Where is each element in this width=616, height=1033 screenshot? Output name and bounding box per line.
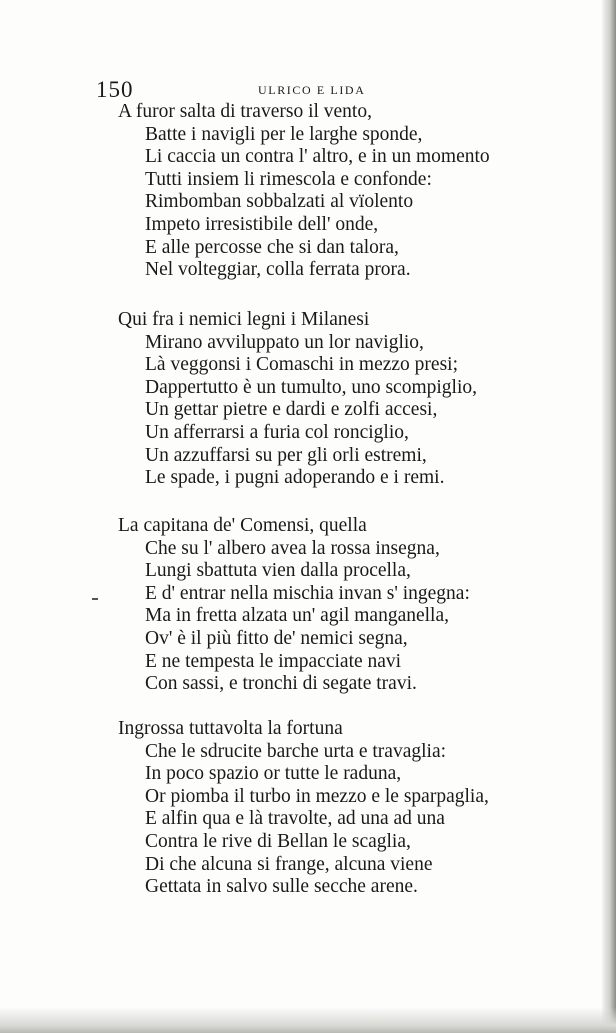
running-title: ULRICO E LIDA [258,83,366,97]
verse-line: Un afferrarsi a furia col ronciglio, [145,421,409,443]
verse-line: Ov' è il più fitto de' nemici segna, [145,627,408,649]
page-header [96,76,426,104]
verse-line: Tutti insiem li rimescola e confonde: [145,168,432,190]
verse-line: E alfin qua e là travolte, ad una ad una [145,808,445,830]
verse-line: Qui fra i nemici legni i Milanesi [118,309,370,330]
page-number: 150 [96,77,134,102]
verse-line: Nel volteggiar, colla ferrata prora. [145,259,411,281]
stanza-3 [118,515,558,696]
verse-line: Gettata in salvo sulle secche arene. [145,876,418,898]
verse-line: E ne tempesta le impacciate navi [145,650,402,672]
verse-line: Or piomba il turbo in mezzo e le sparpaglia, [145,785,489,807]
stanza-2 [118,309,558,490]
verse-line: Dappertutto è un tumulto, uno scompiglio, [145,376,478,398]
verse-line: Batte i navigli per le larghe sponde, [145,123,423,145]
verse-line: Che le sdrucite barche urta e travaglia: [145,740,447,762]
verse-line: E alle percosse che si dan talora, [145,236,399,258]
stanza-1 [118,101,558,282]
stanza-4 [118,718,558,899]
verse-line: Contra le rive di Bellan le scaglia, [145,830,411,852]
verse-line: Ma in fretta alzata un' agil manganella, [145,605,450,627]
page-edge-shadow [602,0,616,1033]
verse-line: E d' entrar nella mischia invan s' ingegna: [145,582,470,604]
verse-line: A furor salta di traverso il vento, [118,101,372,122]
page-bottom-shadow [0,1007,616,1033]
verse-line: Rimbomban sobbalzati al vïolento [145,191,414,213]
verse-line: In poco spazio or tutte le raduna, [145,763,402,785]
verse-line: Un gettar pietre e dardi e zolfi accesi, [145,399,438,421]
verse-line: La capitana de' Comensi, quella [118,515,367,536]
verse-line: Li caccia un contra l' altro, e in un momento [145,146,490,168]
verse-line: Che su l' albero avea la rossa insegna, [145,537,440,559]
verse-line: Impeto irresistibile dell' onde, [145,213,379,235]
margin-mark [92,598,98,600]
verse-line: Le spade, i pugni adoperando e i remi. [145,467,445,489]
verse-line: Di che alcuna si frange, alcuna viene [145,853,433,875]
verse-line: Un azzuffarsi su per gli orli estremi, [145,444,427,466]
verse-line: Lungi sbattuta vien dalla procella, [145,560,411,582]
verse-line: Mirano avviluppato un lor naviglio, [145,331,424,353]
verse-line: Ingrossa tuttavolta la fortuna [118,718,343,739]
verse-line: Con sassi, e tronchi di segate travi. [145,673,417,695]
verse-line: Là veggonsi i Comaschi in mezzo presi; [145,354,459,376]
